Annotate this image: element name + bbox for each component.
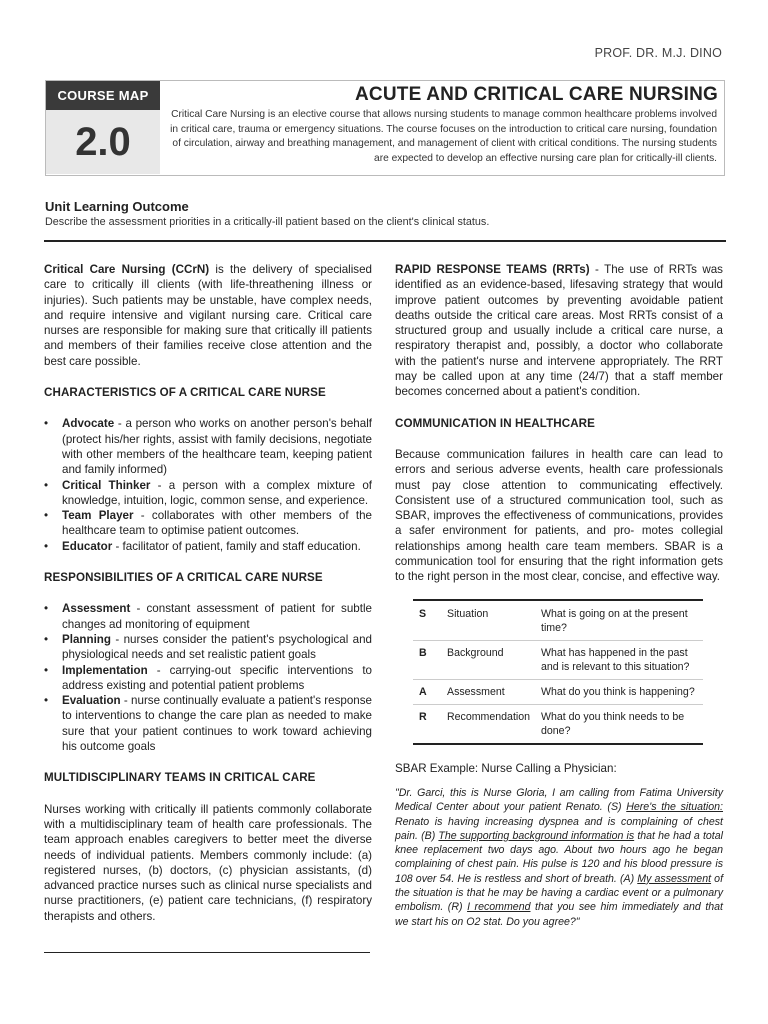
list-item-term: Critical Thinker <box>62 478 151 492</box>
example-part: of the situation is that he may be having a cardiac event or a pulmonary embolism. (R) <box>395 872 724 914</box>
sbar-question: What do you think is happening? <box>538 679 703 704</box>
example-underlined: Here's the situation: <box>626 801 724 814</box>
list-item-term: Educator <box>62 539 113 553</box>
communication-heading: COMMUNICATION IN HEALTHCARE <box>395 416 595 430</box>
section-divider <box>44 240 726 242</box>
characteristics-list <box>44 416 372 554</box>
list-item-text: - nurse continually evaluate a patient's response to interventions to change the care plan as needed to make sure that your patient continues to work toward achieving his outcome goals <box>62 694 372 754</box>
responsibilities-list <box>44 601 372 754</box>
list-item <box>44 416 372 477</box>
sbar-question: What has happened in the past and is relevant to this situation? <box>538 640 703 679</box>
example-part: Renato is having increasing dyspnea and is complaining of chest pain. (B) <box>395 815 723 842</box>
sbar-term: Assessment <box>444 679 538 704</box>
sbar-term: Situation <box>444 600 538 641</box>
ccrn-intro <box>44 262 372 369</box>
list-item-text: - a person with a complex mixture of knowledge, intuition, logic, common sense, and experience. <box>62 478 372 507</box>
list-item-text: - carrying-out specific interventions to address existing and potential patient problems <box>62 663 372 692</box>
sbar-letter: A <box>413 679 444 704</box>
rrt-term: RAPID RESPONSE TEAMS (RRTs) <box>395 263 590 276</box>
list-item-term: Team Player <box>62 509 134 523</box>
ccrn-term: Critical Care Nursing (CCrN) <box>44 263 210 276</box>
sbar-letter: B <box>413 640 444 679</box>
course-title: ACUTE AND CRITICAL CARE NURSING <box>355 84 718 105</box>
ulo-title: Unit Learning Outcome <box>45 199 189 214</box>
table-row <box>413 640 703 679</box>
list-item-term: Implementation <box>62 663 148 677</box>
left-column <box>44 262 372 924</box>
list-item-text: - facilitator of patient, family and staff education. <box>112 539 361 553</box>
list-item <box>44 663 372 694</box>
example-part: "Dr. Garci, this is Nurse Gloria, I am calling from Fatima University Medical Center about your patient Renato. (S) <box>395 786 723 814</box>
example-underlined: The supporting background information is <box>438 829 635 842</box>
list-item <box>44 632 372 663</box>
course-description: Critical Care Nursing is an elective course that allows nursing students to manage common healthcare problems involved in critical care, trauma or emergency situations. The course focuses on the introduction to critical care nursing, foundation of circulation, airway and breathing management, and management of client with critical conditions. The nursing students are expected to develop an effective nursing care plan for critically-ill clients. <box>170 109 717 164</box>
sbar-question: What do you think needs to be done? <box>538 704 703 744</box>
list-item-term: Evaluation <box>62 694 121 708</box>
communication-text: Because communication failures in health care can lead to errors and serious adverse events, health care professionals must pay close attention to communicating effectively. Consistent use of a structured communication tool, such as SBAR, improves the effectiveness of communications, provides a safer environment for patients, and pro- motes collegial relationships among health care team members. SBAR is a communication tool for ensuring that the right information gets to the right person in the most clear, concise, and effective way. <box>395 447 723 584</box>
list-item <box>44 508 372 539</box>
table-row <box>413 600 703 641</box>
list-item-text: - nurses consider the patient's psychological and physiological needs and set realistic patient goals <box>62 632 372 662</box>
rrt-paragraph <box>395 262 723 400</box>
sbar-letter: R <box>413 704 444 744</box>
characteristics-heading: CHARACTERISTICS OF A CRITICAL CARE NURSE <box>44 386 326 400</box>
list-item-text: - a person who works on another person's behalf (protect his/her rights, assist with family decisions, negotiate with other members of the healthcare team, keeping patient and family informed) <box>62 417 372 477</box>
list-item-term: Planning <box>62 632 111 646</box>
list-item-term: Advocate <box>62 417 115 431</box>
right-column <box>395 262 723 929</box>
list-item <box>44 539 372 554</box>
table-row <box>413 679 703 704</box>
list-item-term: Assessment <box>62 602 131 616</box>
sbar-question: What is going on at the present time? <box>538 600 703 641</box>
multidisciplinary-text: Nurses working with critically ill patients commonly collaborate with a multidisciplinary team of health care professionals. The team approach enables caregivers to better meet the diverse needs of individual patients. Members commonly include: (a) registered nurses, (b) doctors, (c) physician assistants, (d) advanced practice nurses such as clinical nurse specialists and nurse practitioners, (e) patient care technicians, (f) respiratory therapists and others. <box>44 802 372 923</box>
example-underlined: My assessment <box>637 872 712 885</box>
sbar-table <box>413 599 703 745</box>
sbar-term: Background <box>444 640 538 679</box>
example-underlined: I recommend <box>467 901 531 914</box>
sbar-example-text <box>395 786 723 929</box>
list-item-text: - collaborates with other members of the healthcare team to optimise patient outcomes. <box>62 509 372 538</box>
list-item-text: - constant assessment of patient for subtle changes ad monitoring of equipment <box>62 602 372 631</box>
course-map-label: COURSE MAP <box>46 81 160 110</box>
sbar-example-title: SBAR Example: Nurse Calling a Physician: <box>395 761 617 775</box>
sbar-letter: S <box>413 600 444 641</box>
responsibilities-heading: RESPONSIBILITIES OF A CRITICAL CARE NURSE <box>44 571 323 585</box>
ccrn-text: is the delivery of specialised care to critically ill clients (with life-threathening illness or injuries). Such patients may be unstable, have complex needs, and require intensive and vigilant nursing care. Critical care nurses are responsible for making sure that critically ill patients and members of their families receive close attention and the best care possible. <box>44 263 372 368</box>
ulo-text: Describe the assessment priorities in a critically-ill patient based on the client's clinical status. <box>45 216 490 228</box>
sbar-term: Recommendation <box>444 704 538 744</box>
example-part: that he had a total knee replacement two days ago. About two hours ago he began complaining of chest pain. His pulse is 120 and his blood pressure is 108 over 54. He is restless and short of breath. (A) <box>395 829 723 885</box>
rrt-text: - The use of RRTs was identified as an evidence-based, lifesaving strategy that would improve patient outcomes by preventing avoidable patient deaths outside the critical care areas. Most RRTs consist of a structured group and usually include a critical care nurse, a respiratory therapist and, possibly, a doctor who collaborate with the patient's nurse and intervene appropriately. The RRT may be called upon at any time (24/7) that a staff member becomes concerned about a patient's condition. <box>395 263 723 399</box>
list-item <box>44 601 372 632</box>
table-row <box>413 704 703 744</box>
course-number: 2.0 <box>46 110 160 174</box>
column-end-rule <box>44 952 370 953</box>
author-name: PROF. DR. M.J. DINO <box>594 46 722 60</box>
list-item <box>44 478 372 509</box>
multidisciplinary-heading: MULTIDISCIPLINARY TEAMS IN CRITICAL CARE <box>44 771 316 785</box>
list-item <box>44 693 372 754</box>
example-part: that you see him immediately and that we start his on O2 stat. Do you agree?" <box>395 901 723 928</box>
